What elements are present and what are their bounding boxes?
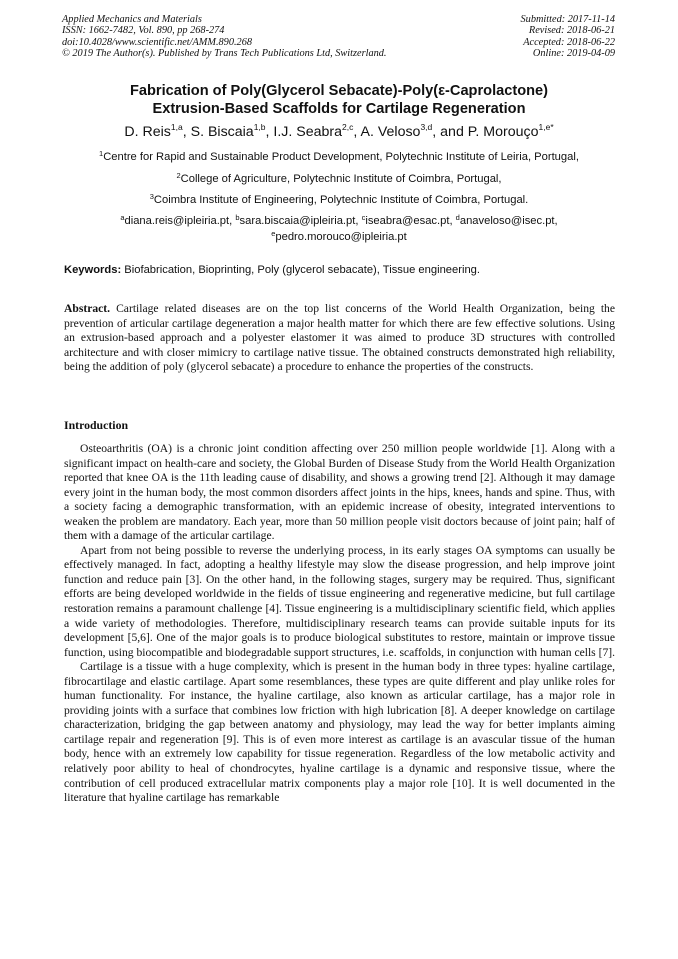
author-list xyxy=(30,123,648,141)
author-sup: 1,e* xyxy=(538,122,554,132)
online-date: Online: 2019-04-09 xyxy=(532,48,615,60)
affiliation-line xyxy=(30,193,648,215)
author-name: P. Morouço xyxy=(467,124,539,140)
keywords-text: Biofabrication, Bioprinting, Poly (glycerol sebacate), Tissue engineering. xyxy=(121,264,481,276)
author-name: A. Veloso xyxy=(360,124,421,140)
abstract-text: Cartilage related diseases are on the top list concerns of the World Health Organization, being the prevention of articular cartilage degeneration a major health matter for which there are few effective solutions. Using an extrusion-based approach and a polyester elastomer it was aimed to produce 3D structures with controlled architecture and with closer mimicry to cartilage native tissue. The obtained constructs demonstrated high reliability, being the addition of poly (glycerol sebacate) a procedure to enhance the properties of the constructs. xyxy=(64,302,615,374)
accepted-date: Accepted: 2018-06-22 xyxy=(523,36,615,48)
revised-date: Revised: 2018-06-21 xyxy=(528,25,615,37)
affiliation-sup: 1 xyxy=(99,149,104,158)
affiliation-sup: 3 xyxy=(149,192,154,201)
email-sup: e xyxy=(271,228,276,238)
author-sep: , xyxy=(353,124,361,140)
email-address: sara.biscaia@ipleiria.pt, xyxy=(239,215,362,227)
email-address: anaveloso@isec.pt, xyxy=(459,215,558,227)
email-sup: c xyxy=(361,213,366,222)
affiliation-text: Coimbra Institute of Engineering, Polytechnic Institute of Coimbra, Portugal. xyxy=(153,194,529,206)
abstract-label: Abstract. xyxy=(64,302,111,315)
email-line xyxy=(30,214,648,230)
email-address: diana.reis@ipleiria.pt, xyxy=(124,215,236,227)
email-address: pedro.morouco@ipleiria.pt xyxy=(275,230,407,243)
email-sup: d xyxy=(455,213,460,222)
author-sup: 1,b xyxy=(253,122,266,132)
affiliation-line xyxy=(30,150,648,172)
email-address: iseabra@esac.pt, xyxy=(365,215,456,227)
author-name: D. Reis xyxy=(124,124,171,140)
affiliation-line xyxy=(30,172,648,194)
author-name: S. Biscaia xyxy=(190,124,254,140)
affiliation-text: College of Agriculture, Polytechnic Institute of Coimbra, Portugal, xyxy=(180,172,502,185)
author-sep: , xyxy=(265,124,274,140)
author-emails xyxy=(30,214,648,245)
author-sup: 1,a xyxy=(170,122,183,132)
author-sup: 2,c xyxy=(342,122,354,132)
keywords xyxy=(64,263,624,277)
paragraph: Apart from not being possible to reverse the underlying process, in its early stages OA symptoms can usually be effectively managed. In fact, adopting a healthy lifestyle may slow the disease progression, and help improve joint function and reduce pain [3]. On the other hand, in the following stages, surgery may be required. Thus, significant efforts are being developed worldwide in the fields of tissue engineering and regenerative medicine, but full cartilage restoration remains a paramount challenge [4]. Tissue engineering is a multidisciplinary scientific field, which applies a wide variety of methodologies. Therefore, multidisciplinary research teams can provide suitable inputs for its development [5,6]. One of the major goals is to produce biological substitutes to restore, maintain or improve tissue function, using biocompatible and biodegradable support structures, i.e. scaffolds, in conjunction with human cells [7]. xyxy=(64,543,616,659)
email-sup: b xyxy=(235,213,240,222)
author-sep: , and xyxy=(432,124,468,140)
title-line-2: Extrusion-Based Scaffolds for Cartilage Regeneration xyxy=(152,101,526,117)
author-name: I.J. Seabra xyxy=(273,124,343,140)
paragraph: Osteoarthritis (OA) is a chronic joint condition affecting over 250 million people worldwide [1]. Along with a significant impact on health-care and society, the Global Burden of Disease Study from the World Health Organization reported that knee OA is the 11th leading cause of disability, and shows a growing trend [2]. Although it may damage every joint in the human body, the most common disorders affect joints in the hips, knees, hands and spine. Thus, with a society facing a demographic transformation, with an epidemic increase of obesity, integrated interventions to weaken the problem are mandatory. Each year, more than 50 million people visit doctors because of joint pain; half of them with a damage of the articular cartilage. xyxy=(64,442,615,543)
affiliations xyxy=(30,150,648,215)
journal-header xyxy=(62,14,402,60)
journal-name: Applied Mechanics and Materials xyxy=(62,14,202,25)
copyright-notice: © 2019 The Author(s). Published by Trans Tech Publications Ltd, Switzerland. xyxy=(62,48,387,60)
author-sep: , xyxy=(182,124,191,140)
journal-doi: doi:10.4028/www.scientific.net/AMM.890.268 xyxy=(62,36,252,48)
paragraph: Cartilage is a tissue with a huge complexity, which is present in the human body in three types: hyaline cartilage, fibrocartilage and elastic cartilage. Apart some resemblances, these types are quite different and play unlike roles for human functionality. For instance, the hyaline cartilage, also known as articular cartilage, has a major role in providing joints with a surface that combines low friction with high lubrication [8]. A deeper knowledge on cartilage characterization, bridging the gap between anatomy and physiology, may lead the way for better implants aiming cartilage repair and regeneration [9]. This is of even more interest as cartilage is an avascular tissue of the human body, hence with an extremely low capability for tissue regeneration. Regardless of the low metabolic activity and relatively poor ability to heal of chondrocytes, hyaline cartilage is a dynamic and responsive tissue, where the contribution of cell produced extracellular matrix components play a major role [10]. It is well documented in the literature that hyaline cartilage has remarkable xyxy=(64,660,615,805)
introduction-body xyxy=(64,442,615,806)
title-line-1: Fabrication of Poly(Glycerol Sebacate)-Poly(ε-Caprolactone) xyxy=(129,83,549,99)
email-line xyxy=(30,230,648,246)
section-heading-introduction: Introduction xyxy=(64,418,129,432)
submitted-date: Submitted: 2017-11-14 xyxy=(520,14,615,25)
affiliation-text: Centre for Rapid and Sustainable Product Development, Polytechnic Institute of Leiria, Portugal, xyxy=(103,151,579,163)
affiliation-sup: 2 xyxy=(176,170,181,180)
journal-issn: ISSN: 1662-7482, Vol. 890, pp 268-274 xyxy=(62,25,225,37)
paper-title xyxy=(40,82,638,118)
publication-dates xyxy=(415,14,615,60)
keywords-label: Keywords: xyxy=(64,264,122,276)
author-sup: 3,d xyxy=(420,122,433,132)
abstract xyxy=(64,302,615,375)
email-sup: a xyxy=(120,213,125,222)
